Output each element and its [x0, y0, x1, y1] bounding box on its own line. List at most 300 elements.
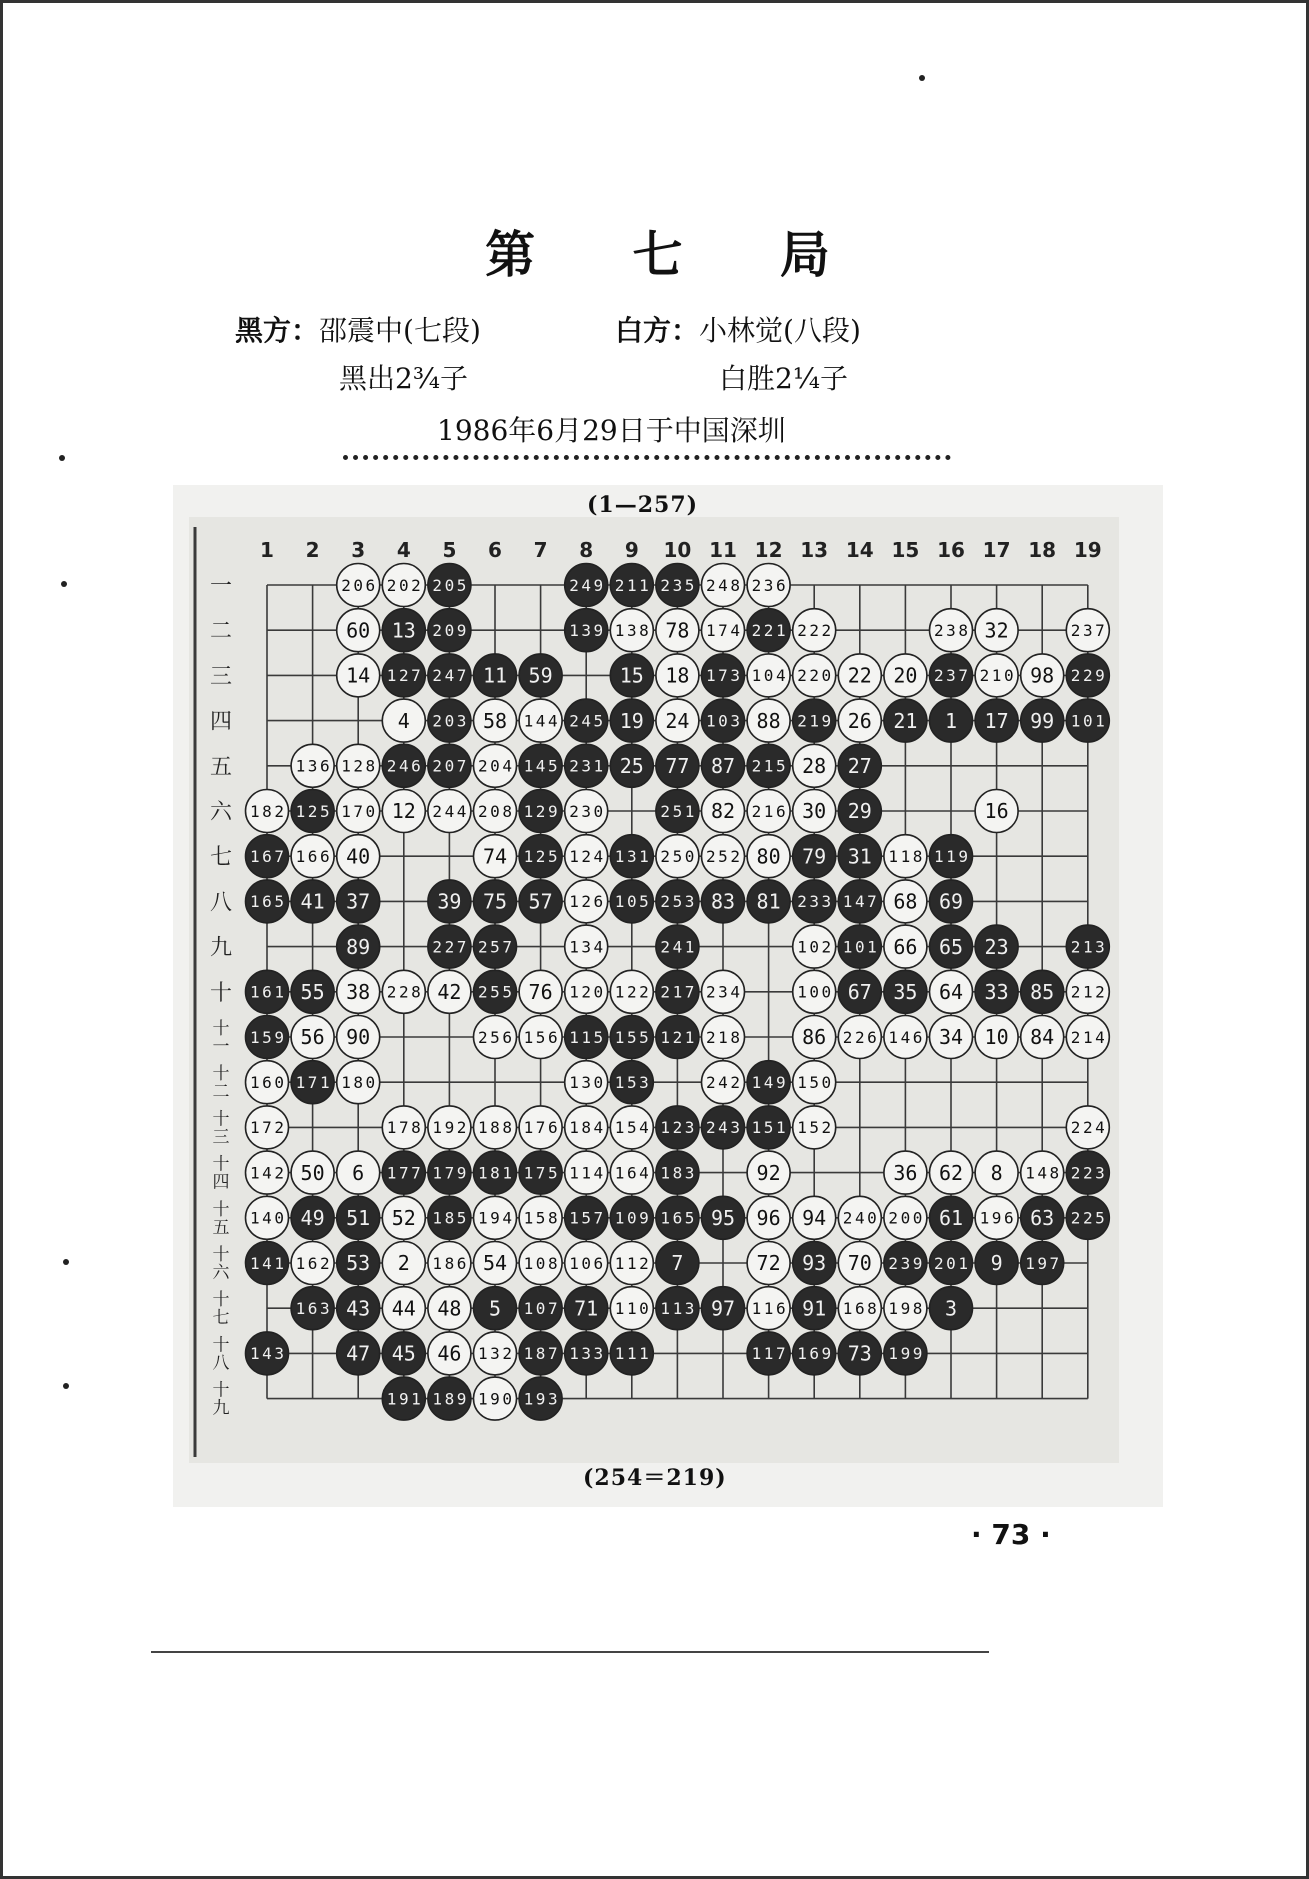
move-number: 212	[1070, 982, 1105, 1002]
black-stone	[382, 1151, 425, 1194]
row-label: 十八	[212, 1335, 230, 1374]
black-stone	[337, 1242, 380, 1285]
move-number: 45	[391, 1341, 416, 1366]
white-stone	[975, 790, 1018, 833]
move-number: 56	[300, 1025, 325, 1050]
row-label: 三	[209, 664, 233, 690]
move-number: 31	[847, 844, 872, 869]
white-stone	[838, 699, 881, 742]
black-stone	[656, 970, 699, 1013]
white-stone	[884, 1196, 927, 1239]
black-stone	[428, 609, 471, 652]
white-stone	[565, 1061, 608, 1104]
move-number: 183	[660, 1163, 695, 1183]
move-number: 173	[706, 666, 740, 686]
move-number: 105	[614, 892, 649, 912]
black-stone	[702, 1287, 745, 1330]
black-stone	[747, 1106, 790, 1149]
move-number: 44	[391, 1296, 416, 1321]
move-number: 234	[706, 982, 740, 1002]
print-speck	[63, 1259, 69, 1265]
black-stone	[838, 880, 881, 923]
row-label: 五	[209, 754, 233, 780]
move-number: 152	[797, 1118, 832, 1138]
black-stone	[1021, 970, 1064, 1013]
move-number: 42	[437, 980, 462, 1004]
white-stone	[474, 1242, 517, 1285]
move-number: 116	[751, 1298, 786, 1318]
row-label: 六	[209, 800, 233, 825]
white-stone	[610, 1287, 653, 1330]
black-stone	[884, 970, 927, 1013]
move-number: 237	[934, 666, 968, 686]
move-number: 256	[478, 1027, 512, 1047]
move-number: 84	[1030, 1025, 1055, 1050]
white-stone	[428, 1242, 471, 1285]
move-number: 178	[386, 1118, 421, 1138]
column-label: 3	[351, 538, 366, 562]
black-stone	[1066, 925, 1109, 968]
move-number: 166	[295, 846, 330, 866]
white-stone	[884, 1287, 927, 1330]
row-label: 七	[209, 845, 233, 871]
white-stone	[747, 564, 790, 607]
black-player-line	[235, 309, 481, 349]
black-stone	[610, 835, 653, 878]
white-stone	[656, 609, 699, 652]
move-number: 62	[938, 1160, 964, 1185]
white-stone	[793, 790, 836, 833]
move-number: 236	[751, 575, 786, 595]
move-number: 250	[660, 846, 695, 866]
move-number: 13	[391, 618, 416, 643]
move-number: 251	[660, 801, 695, 821]
move-number: 110	[614, 1298, 649, 1318]
move-number: 120	[569, 982, 604, 1002]
column-labels	[260, 538, 1102, 562]
black-stone	[519, 790, 562, 833]
white-stone	[1021, 1151, 1064, 1194]
move-number: 93	[802, 1251, 827, 1276]
move-number: 32	[984, 618, 1009, 643]
move-number: 49	[300, 1206, 325, 1230]
move-number: 243	[706, 1118, 740, 1138]
white-stone	[747, 1196, 790, 1239]
move-number: 192	[432, 1118, 467, 1138]
move-number: 87	[710, 754, 736, 778]
white-stone	[793, 1061, 836, 1104]
move-number: 255	[478, 982, 512, 1002]
row-label: 十一	[212, 1019, 230, 1057]
black-stone	[975, 1242, 1018, 1285]
move-number: 20	[893, 663, 918, 688]
white-stone	[428, 1106, 471, 1149]
black-stone	[428, 654, 471, 697]
white-stone	[519, 1242, 562, 1285]
white-stone	[930, 609, 973, 652]
white-stone	[428, 970, 471, 1013]
move-number: 208	[478, 801, 512, 821]
white-stone	[382, 790, 425, 833]
black-stone	[291, 1287, 334, 1330]
move-number: 249	[569, 575, 604, 595]
move-number: 40	[346, 844, 371, 869]
white-stone	[975, 1196, 1018, 1239]
column-label: 15	[891, 538, 920, 562]
move-number: 99	[1030, 708, 1055, 733]
bottom-rule	[151, 1651, 989, 1653]
dotted-divider	[343, 455, 951, 460]
move-number: 47	[346, 1341, 371, 1366]
white-stone	[428, 790, 471, 833]
move-number: 179	[432, 1163, 467, 1183]
white-stone	[610, 609, 653, 652]
white-stone	[884, 880, 927, 923]
move-number: 50	[300, 1160, 325, 1185]
white-stone	[565, 925, 608, 968]
column-label: 18	[1028, 538, 1057, 562]
black-stone	[246, 880, 289, 923]
move-number: 141	[250, 1253, 284, 1273]
white-stone	[793, 925, 836, 968]
move-number: 51	[346, 1206, 371, 1230]
white-stone	[838, 1242, 881, 1285]
white-stone	[793, 970, 836, 1013]
black-stone	[838, 1332, 881, 1375]
move-number: 227	[432, 937, 467, 957]
white-stone	[610, 970, 653, 1013]
black-stone	[656, 1287, 699, 1330]
white-stone	[838, 1287, 881, 1330]
black-stone	[610, 699, 653, 742]
black-stone	[838, 970, 881, 1013]
white-stone	[975, 1151, 1018, 1194]
move-number: 127	[386, 666, 421, 686]
black-stone	[793, 1287, 836, 1330]
white-stone	[291, 1242, 334, 1285]
date-place: 1986年6月29日于中国深圳	[437, 414, 786, 447]
black-stone	[565, 1287, 608, 1330]
white-stone	[337, 1016, 380, 1059]
white-stone	[474, 1196, 517, 1239]
black-stone	[291, 970, 334, 1013]
move-number: 75	[482, 889, 508, 914]
move-number: 156	[523, 1027, 558, 1047]
move-number: 185	[432, 1208, 467, 1228]
move-number: 167	[250, 846, 284, 866]
white-stone	[382, 564, 425, 607]
move-number: 112	[614, 1253, 649, 1273]
white-stone	[428, 1287, 471, 1330]
move-number: 21	[893, 708, 918, 733]
move-number: 136	[295, 756, 330, 776]
black-stone	[793, 1332, 836, 1375]
row-label: 十九	[212, 1380, 230, 1419]
white-stone	[838, 1016, 881, 1059]
move-number: 18	[665, 663, 690, 688]
black-stone	[884, 1332, 927, 1375]
move-number: 182	[250, 801, 284, 821]
white-stone	[337, 744, 380, 787]
move-number: 175	[523, 1163, 558, 1183]
white-stone	[702, 609, 745, 652]
white-stone	[838, 1196, 881, 1239]
move-number: 66	[893, 934, 918, 959]
white-stone	[838, 654, 881, 697]
move-number: 130	[569, 1072, 604, 1092]
white-stone	[793, 1016, 836, 1059]
black-stone	[656, 790, 699, 833]
move-number: 211	[614, 575, 649, 595]
white-stone	[291, 835, 334, 878]
move-number: 257	[478, 937, 512, 957]
black-stone	[975, 925, 1018, 968]
move-number: 158	[523, 1208, 558, 1228]
white-stone	[884, 1016, 927, 1059]
move-number: 220	[797, 666, 832, 686]
move-number: 77	[665, 754, 690, 778]
white-stone	[428, 1332, 471, 1375]
move-number: 199	[888, 1344, 923, 1364]
move-number: 69	[938, 889, 964, 914]
white-player-line	[615, 309, 861, 349]
move-number: 27	[847, 754, 872, 778]
black-stone	[930, 1242, 973, 1285]
black-stone	[930, 880, 973, 923]
move-number: 108	[523, 1253, 558, 1273]
move-number: 145	[523, 756, 558, 776]
white-stone	[382, 1106, 425, 1149]
column-label: 17	[982, 538, 1011, 562]
move-number: 61	[938, 1206, 964, 1230]
move-number: 161	[250, 982, 284, 1002]
move-number: 226	[842, 1027, 877, 1047]
row-label: 十六	[212, 1245, 230, 1283]
row-label: 十	[209, 980, 233, 1006]
black-stone	[656, 925, 699, 968]
black-stone	[474, 880, 517, 923]
move-number: 231	[569, 756, 604, 776]
white-stone	[474, 835, 517, 878]
black-stone	[337, 925, 380, 968]
move-number: 139	[569, 620, 604, 640]
move-number: 19	[619, 708, 644, 733]
white-stone	[474, 1016, 517, 1059]
move-number: 88	[756, 708, 781, 733]
move-number: 125	[295, 801, 330, 821]
move-number: 63	[1030, 1206, 1055, 1230]
move-number: 118	[888, 846, 923, 866]
column-label: 1	[260, 538, 274, 562]
white-stone	[565, 970, 608, 1013]
move-number: 76	[528, 980, 553, 1004]
black-stone	[428, 1151, 471, 1194]
move-range-top: (1—257)	[587, 492, 699, 518]
column-label: 8	[579, 538, 594, 562]
move-number: 163	[295, 1298, 330, 1318]
move-number: 65	[938, 934, 964, 959]
white-stone	[519, 699, 562, 742]
black-stone	[1021, 699, 1064, 742]
white-stone	[1066, 1106, 1109, 1149]
column-label: 6	[488, 538, 502, 562]
move-number: 247	[432, 666, 467, 686]
black-stone	[930, 835, 973, 878]
black-stone	[610, 1196, 653, 1239]
move-number: 95	[710, 1206, 736, 1230]
move-number: 7	[671, 1251, 684, 1276]
black-stone	[656, 744, 699, 787]
black-stone	[565, 609, 608, 652]
white-stone	[337, 609, 380, 652]
move-number: 34	[938, 1025, 964, 1050]
column-label: 10	[663, 538, 692, 562]
move-number: 57	[528, 889, 553, 914]
white-stone	[975, 1016, 1018, 1059]
column-label: 12	[754, 538, 783, 562]
move-number: 94	[802, 1206, 827, 1230]
move-number: 129	[523, 801, 558, 821]
white-stone	[382, 1287, 425, 1330]
white-stone	[337, 564, 380, 607]
move-number: 4	[397, 708, 410, 733]
white-stone	[884, 1151, 927, 1194]
white-stone	[1021, 654, 1064, 697]
white-stone	[656, 699, 699, 742]
move-number: 71	[574, 1296, 599, 1321]
white-stone	[565, 1151, 608, 1194]
white-stone	[337, 970, 380, 1013]
white-stone	[246, 1061, 289, 1104]
row-label: 十二	[212, 1064, 230, 1103]
move-number: 210	[979, 666, 1014, 686]
white-stone	[930, 1151, 973, 1194]
move-number: 39	[437, 889, 462, 914]
white-stone	[747, 654, 790, 697]
white-stone	[382, 970, 425, 1013]
move-number: 157	[569, 1208, 604, 1228]
black-stone	[930, 699, 973, 742]
move-number: 5	[488, 1296, 502, 1321]
black-stone	[656, 1016, 699, 1059]
white-player: 小林觉(八段)	[699, 314, 861, 347]
move-number: 43	[346, 1296, 371, 1321]
row-label: 二	[209, 619, 233, 645]
white-stone	[382, 1196, 425, 1239]
black-stone	[656, 1106, 699, 1149]
move-number: 172	[250, 1118, 284, 1138]
move-number: 2	[397, 1251, 410, 1276]
move-number: 121	[660, 1027, 695, 1047]
white-stone	[656, 835, 699, 878]
white-stone	[291, 1016, 334, 1059]
move-number: 206	[341, 575, 376, 595]
move-number: 73	[847, 1341, 872, 1366]
black-stone	[1021, 1242, 1064, 1285]
move-number: 170	[341, 801, 376, 821]
row-label: 八	[209, 890, 233, 916]
column-label: 4	[396, 538, 411, 562]
move-number: 207	[432, 756, 467, 776]
column-label: 14	[845, 538, 874, 562]
white-stone	[565, 1106, 608, 1149]
move-number: 104	[751, 666, 786, 686]
black-stone	[702, 654, 745, 697]
white-stone	[610, 1242, 653, 1285]
move-number: 23	[984, 934, 1009, 959]
row-labels	[210, 574, 233, 1419]
black-stone	[519, 1332, 562, 1375]
move-number: 245	[569, 711, 604, 731]
row-label: 十四	[212, 1154, 230, 1193]
black-stone	[793, 880, 836, 923]
white-stone	[337, 654, 380, 697]
move-number: 131	[614, 846, 649, 866]
move-number: 102	[797, 937, 832, 957]
print-speck	[919, 75, 925, 81]
move-number: 41	[300, 889, 325, 914]
move-number: 138	[614, 620, 649, 640]
move-number: 74	[482, 844, 508, 869]
black-stone	[610, 1061, 653, 1104]
black-stone	[838, 835, 881, 878]
move-number: 238	[934, 620, 968, 640]
move-number: 132	[478, 1344, 512, 1364]
black-stone	[382, 744, 425, 787]
white-stone	[246, 1106, 289, 1149]
move-number: 155	[614, 1027, 649, 1047]
move-number: 228	[386, 982, 421, 1002]
black-stone	[246, 1332, 289, 1375]
move-number: 8	[990, 1160, 1003, 1185]
move-number: 223	[1070, 1163, 1105, 1183]
black-stone	[610, 1016, 653, 1059]
white-result: 白胜2¼子	[719, 362, 848, 395]
white-stone	[884, 925, 927, 968]
print-speck	[61, 581, 67, 587]
white-stone	[474, 744, 517, 787]
move-number: 198	[888, 1298, 923, 1318]
black-stone	[1066, 1151, 1109, 1194]
move-number: 196	[979, 1208, 1014, 1228]
white-stone	[793, 609, 836, 652]
black-stone	[428, 564, 471, 607]
move-number: 119	[934, 846, 968, 866]
white-stone	[702, 970, 745, 1013]
move-number: 98	[1030, 663, 1055, 688]
move-number: 241	[660, 937, 695, 957]
move-number: 159	[250, 1027, 284, 1047]
move-number: 10	[984, 1025, 1009, 1050]
black-stone	[382, 1332, 425, 1375]
move-number: 176	[523, 1118, 558, 1138]
move-number: 55	[300, 980, 325, 1004]
move-number: 113	[660, 1298, 695, 1318]
move-number: 97	[710, 1296, 736, 1321]
black-stone	[1066, 1196, 1109, 1239]
print-speck	[59, 455, 65, 461]
move-number: 174	[706, 620, 740, 640]
move-number: 33	[984, 980, 1009, 1004]
move-number: 92	[756, 1160, 781, 1185]
white-stone	[702, 790, 745, 833]
move-number: 240	[842, 1208, 877, 1228]
black-label: 黑方：	[235, 314, 320, 347]
white-stone	[793, 1106, 836, 1149]
white-stone	[474, 1106, 517, 1149]
move-number: 165	[250, 892, 284, 912]
black-stone	[474, 925, 517, 968]
